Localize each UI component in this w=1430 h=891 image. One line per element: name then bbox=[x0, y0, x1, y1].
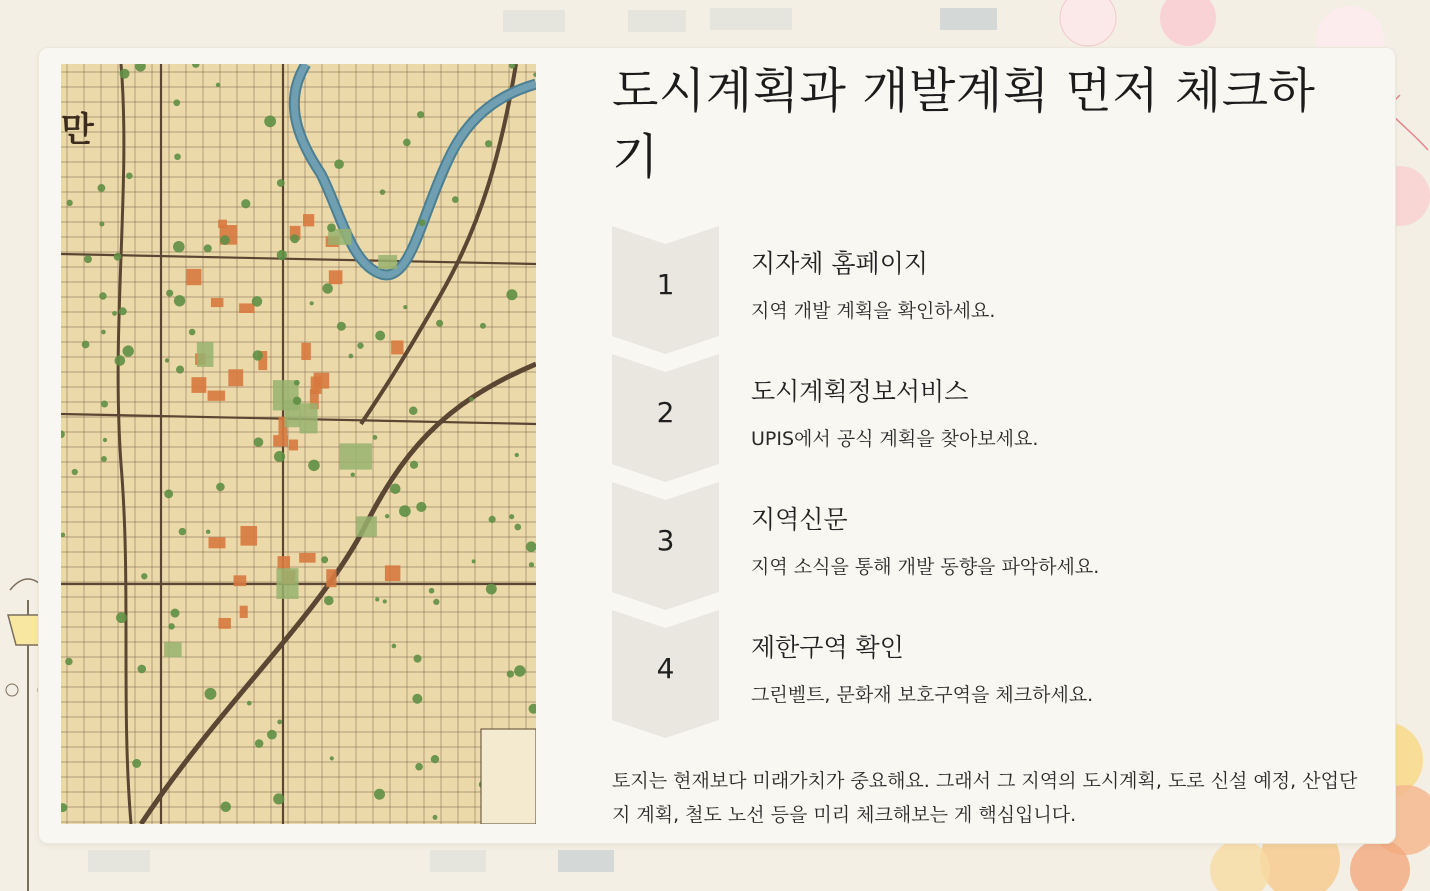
step-description: UPIS에서 공식 계획을 찾아보세요. bbox=[751, 428, 1039, 450]
step-title: 도시계획정보서비스 bbox=[751, 377, 969, 406]
step-title: 지자체 홈페이지 bbox=[751, 249, 928, 278]
page-title: 도시계획과 개발계획 먼저 체크하기 bbox=[612, 63, 1316, 185]
city-map-image bbox=[61, 64, 536, 824]
step-number: 4 bbox=[656, 652, 675, 685]
summary-text: 토지는 현재보다 미래가치가 중요해요. 그래서 그 지역의 도시계획, 도로 신설 예정, 산업단지 계획, 철도 노선 등을 미리 체크해보는 게 핵심입니다. bbox=[612, 770, 1358, 824]
step-number: 1 bbox=[656, 268, 675, 301]
step-description: 그린벨트, 문화재 보호구역을 체크하세요. bbox=[751, 684, 1094, 706]
step-description: 지역 개발 계획을 확인하세요. bbox=[751, 300, 996, 322]
step-item bbox=[612, 482, 1372, 610]
step-description: 지역 소식을 통해 개발 동향을 파악하세요. bbox=[751, 556, 1100, 578]
map-corner-text: 만 bbox=[61, 110, 94, 150]
map-illustration bbox=[61, 64, 536, 824]
step-item bbox=[612, 354, 1372, 482]
main-content bbox=[612, 58, 1372, 824]
step-title: 지역신문 bbox=[751, 505, 848, 534]
step-item bbox=[612, 226, 1372, 354]
step-number: 2 bbox=[656, 396, 675, 429]
step-item bbox=[612, 610, 1372, 738]
step-title: 제한구역 확인 bbox=[751, 633, 904, 662]
step-number: 3 bbox=[656, 524, 675, 557]
